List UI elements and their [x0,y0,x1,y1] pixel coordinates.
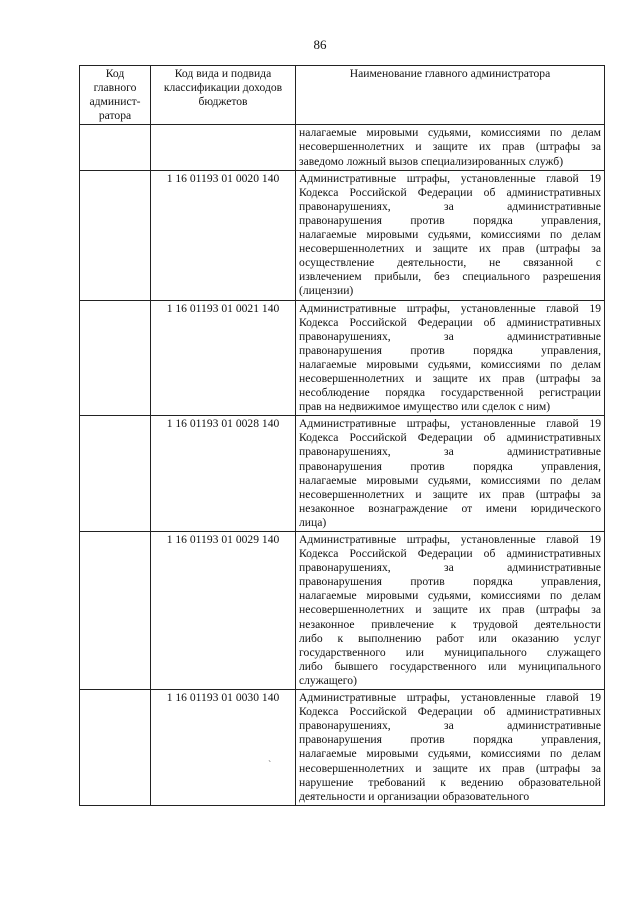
description-line: либо к выполнению работ или оказанию услуг [299,631,601,645]
description-line: Административные штрафы, установленные главой 19 [299,691,601,705]
table-row [80,690,605,806]
table-row [80,416,605,532]
description-line: налагаемые мировыми судьями, комиссиями по делам [299,126,601,140]
cell-admin-code [80,170,151,300]
cell-admin-code [80,125,151,170]
cell-revenue-code: 1 16 01193 01 0020 140 [151,170,296,300]
description-line: заведомо ложный вызов специализированных служб) [299,154,564,168]
description-line: Административные штрафы, установленные главой 19 [299,171,601,185]
description-line: несовершеннолетних и защите их прав (штрафы за [299,371,601,385]
description-line: деятельности и организации образовательного [299,789,530,803]
description-line: налагаемые мировыми судьями, комиссиями по делам [299,228,601,242]
cell-admin-name [296,125,605,170]
description-line: правонарушениях, за административные [299,445,601,459]
description-line: несовершеннолетних и защите их прав (штрафы за [299,761,601,775]
description-line: осуществление деятельности, не связанной с [299,256,601,270]
description-line: правонарушениях, за административные [299,329,601,343]
table-header-row [80,66,605,125]
description-line: Кодекса Российской Федерации об административных [299,185,601,199]
description-line: налагаемые мировыми судьями, комиссиями по делам [299,473,601,487]
description-line: либо бывшего государственного или муниципального [299,659,601,673]
description-line: государственного или муниципального служащего [299,645,601,659]
description-line: извлечением прибыли, без специального разрешения [299,270,601,284]
description-line: правонарушениях, за административные [299,719,601,733]
description-line: Кодекса Российской Федерации об административных [299,547,601,561]
description-line: несовершеннолетних и защите их прав (штрафы за [299,242,601,256]
page-number: 86 [313,37,327,52]
cell-revenue-code: 1 16 01193 01 0029 140 [151,532,296,690]
table-row [80,125,605,170]
cell-admin-code [80,416,151,532]
description-line: служащего) [299,673,357,687]
description-line: Административные штрафы, установленные главой 19 [299,533,601,546]
description-line: незаконное вознаграждение от имени юридического [299,501,601,515]
description-line: правонарушения против порядка управления, [299,459,601,473]
description-line: налагаемые мировыми судьями, комиссиями по делам [299,357,601,371]
description-line: несовершеннолетних и защите их прав (штрафы за [299,603,601,617]
cell-admin-name [296,170,605,300]
description-line: прав на недвижимое имущество или сделок с ним) [299,400,551,414]
description-line: правонарушениях, за административные [299,561,601,575]
description-line: нарушение требований к ведению образовательной [299,775,601,789]
description-line: несовершеннолетних и защите их прав (штрафы за [299,487,601,501]
cell-revenue-code [151,125,296,170]
description-line: Административные штрафы, установленные главой 19 [299,301,601,315]
description-line: незаконное привлечение к трудовой деятельности [299,617,601,631]
cell-revenue-code: 1 16 01193 01 0021 140 [151,300,296,416]
cell-admin-code [80,300,151,416]
description-line: правонарушения против порядка управления, [299,733,601,747]
description-line: правонарушениях, за административные [299,199,601,213]
table-row [80,170,605,300]
header-admin-code: Код главного админист-ратора [80,66,151,125]
description-line: лица) [299,515,327,529]
description-line: Кодекса Российской Федерации об административных [299,431,601,445]
description-line: Административные штрафы, установленные главой 19 [299,417,601,431]
cell-admin-name [296,416,605,532]
cell-revenue-code: 1 16 01193 01 0028 140 [151,416,296,532]
description-line: правонарушения против порядка управления, [299,213,601,227]
cell-admin-code [80,690,151,806]
description-line: налагаемые мировыми судьями, комиссиями по делам [299,747,601,761]
header-admin-name: Наименование главного администратора [296,66,605,125]
description-line: правонарушения против порядка управления, [299,343,601,357]
cell-admin-code [80,532,151,690]
table-row [80,532,605,690]
cell-revenue-code: 1 16 01193 01 0030 140 [151,690,296,806]
description-line: Кодекса Российской Федерации об административных [299,705,601,719]
cell-admin-name [296,300,605,416]
description-line: несоблюдение порядка государственной регистрации [299,386,601,400]
description-line: правонарушения против порядка управления, [299,575,601,589]
scan-mark: ` [268,760,272,771]
description-line: Кодекса Российской Федерации об административных [299,315,601,329]
description-line: (лицензии) [299,284,354,298]
table-row [80,300,605,416]
cell-admin-name [296,690,605,806]
description-line: несовершеннолетних и защите их прав (штрафы за [299,140,601,154]
header-revenue-code: Код вида и подвида классификации доходов бюджетов [151,66,296,125]
description-line: налагаемые мировыми судьями, комиссиями по делам [299,589,601,603]
revenue-classification-table [79,65,605,806]
cell-admin-name [296,532,605,690]
